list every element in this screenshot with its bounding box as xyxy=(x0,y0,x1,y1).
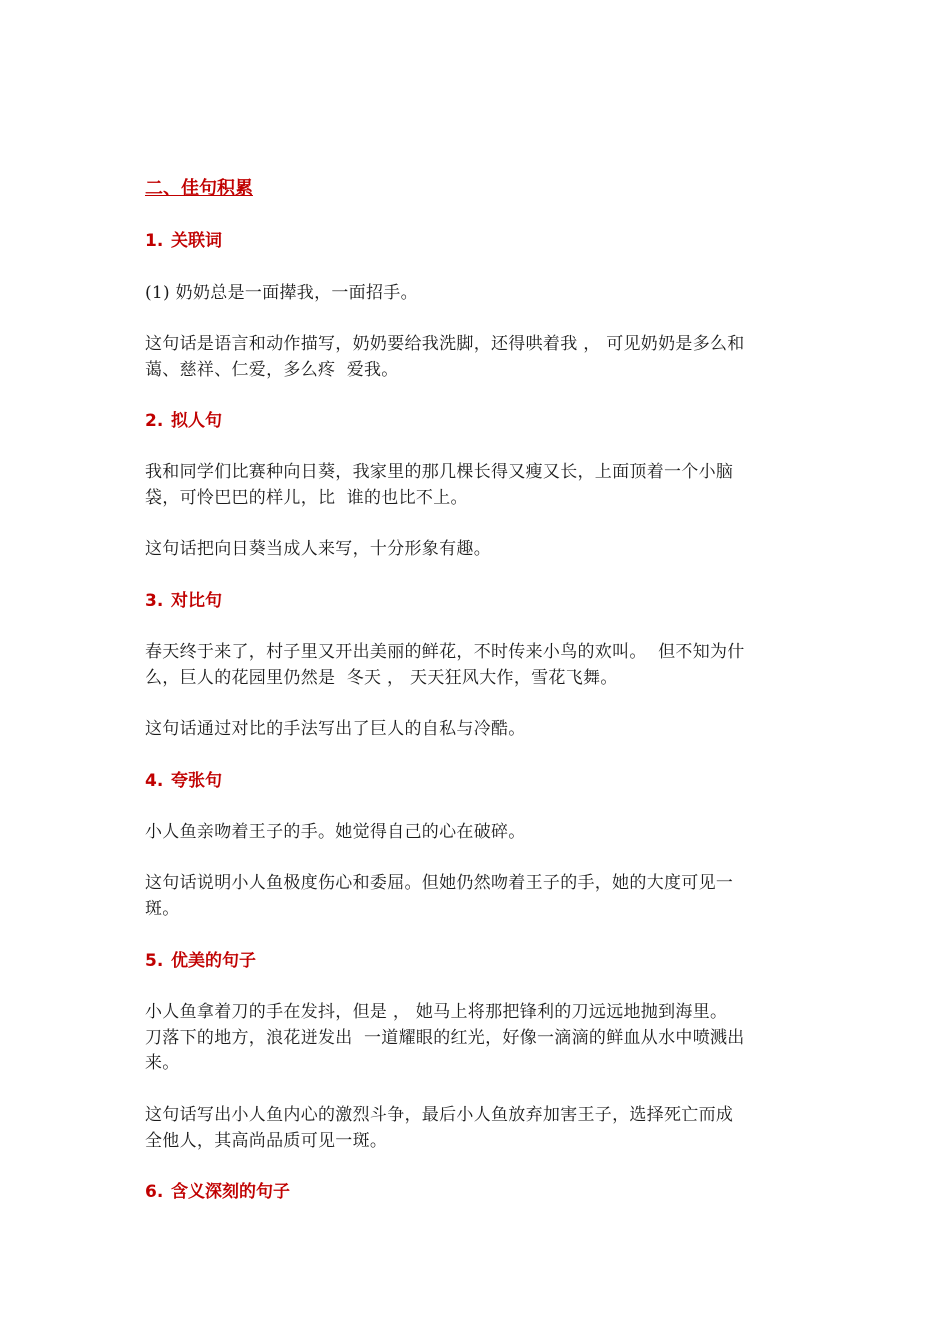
section-title: 含义深刻的句子 xyxy=(171,1182,290,1202)
section-number: 6. xyxy=(145,1182,164,1202)
paragraph: 小人鱼拿着刀的手在发抖，但是 ， 她马上将那把锋利的刀远远地抛到海里。 刀落下的地方，浪花迸发出 一道耀眼的红光，好像一滴滴的鲜血从水中喷溅出 来。 xyxy=(145,1002,745,1073)
paragraph: 我和同学们比赛种向日葵，我家里的那几棵长得又瘦又长，上面顶着一个小脑 袋，可怜巴巴的样儿，比 谁的也比不上。 xyxy=(145,462,734,508)
paragraph: 这句话通过对比的手法写出了巨人的自私与冷酷。 xyxy=(145,719,526,739)
section-number: 3. xyxy=(145,591,164,611)
paragraph: 春天终于来了，村子里又开出美丽的鲜花，不时传来小鸟的欢叫。 但不知为什 么，巨人的花园里仍然是 冬天 ， 天天狂风大作，雪花飞舞。 xyxy=(145,642,745,688)
section-number: 5. xyxy=(145,951,164,971)
section-heading-3 xyxy=(145,589,815,613)
paragraph: 这句话是语言和动作描写，奶奶要给我洗脚，还得哄着我 ， 可见奶奶是多么和 蔼、慈祥、仁爱，多么疼 爱我。 xyxy=(145,334,745,380)
paragraph: 这句话把向日葵当成人来写，十分形象有趣。 xyxy=(145,539,491,559)
section-number: 2. xyxy=(145,411,164,431)
section-heading-6 xyxy=(145,1180,815,1204)
paragraph: 小人鱼亲吻着王子的手。她觉得自己的心在破碎。 xyxy=(145,822,526,842)
section-heading-4 xyxy=(145,769,815,793)
paragraph: 这句话说明小人鱼极度伤心和委屈。但她仍然吻着王子的手，她的大度可见一 斑。 xyxy=(145,873,734,919)
section-heading-2 xyxy=(145,409,815,433)
section-heading-5 xyxy=(145,949,815,973)
section-number: 1. xyxy=(145,231,164,251)
section-title: 夸张句 xyxy=(171,771,222,791)
page-title: 二、佳句积累 xyxy=(145,178,253,199)
paragraph: 这句话写出小人鱼内心的激烈斗争，最后小人鱼放弃加害王子，选择死亡而成 全他人，其高尚品质可见一斑。 xyxy=(145,1105,734,1151)
section-title: 拟人句 xyxy=(171,411,222,431)
section-heading-1 xyxy=(145,229,815,253)
paragraph: (1) 奶奶总是一面撵我，一面招手。 xyxy=(145,283,418,303)
section-title: 关联词 xyxy=(171,231,222,251)
section-number: 4. xyxy=(145,771,164,791)
section-title: 优美的句子 xyxy=(171,951,256,971)
section-title: 对比句 xyxy=(171,591,222,611)
